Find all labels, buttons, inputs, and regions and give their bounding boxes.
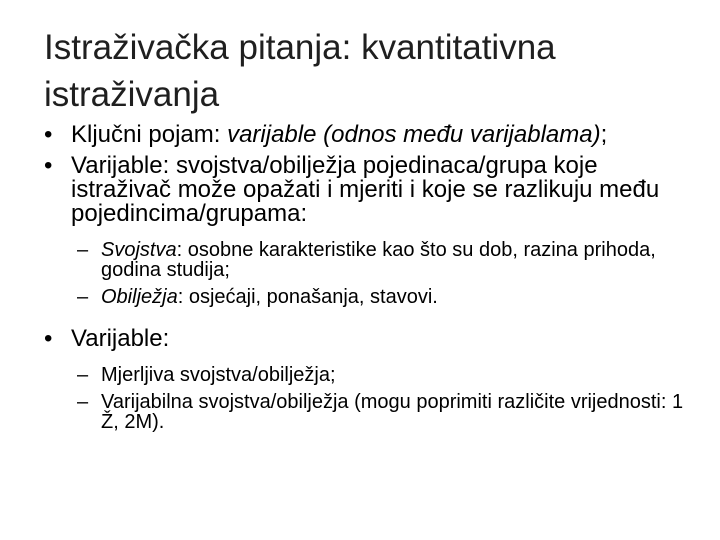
sub-item-varijabilna [77, 392, 704, 432]
bullet-icon: • [44, 325, 53, 352]
sub-item-mjerljiva [77, 365, 704, 385]
sub-item-obiljezja [77, 287, 704, 307]
bullet-item-2 [44, 154, 704, 226]
bullet-icon: • [44, 121, 53, 148]
slide-title: Istraživačka pitanja: kvantitativna istraživanja [44, 28, 556, 114]
bullet-text: Varijable: [71, 325, 170, 352]
bullet-item-3 [44, 327, 704, 351]
dash-icon: – [77, 286, 89, 308]
sub-item-emphasis: Obilježja [101, 286, 178, 308]
sub-item-emphasis: Svojstva [101, 239, 177, 261]
slide-content [44, 123, 704, 432]
sub-item-text: : osjećaji, ponašanja, stavovi. [177, 286, 438, 308]
bullet-lead: Ključni pojam: [71, 121, 228, 148]
sub-list-1 [77, 240, 704, 307]
sub-item-text: Varijabilna svojstva/obilježja (mogu poprimiti različite vrijednosti: 1 Ž, 2M). [101, 391, 684, 433]
sub-item-svojstva [77, 240, 704, 280]
sub-item-text: : osobne karakteristike kao što su dob, razina prihoda, godina studija; [101, 239, 656, 281]
sub-list-2 [77, 365, 704, 432]
bullet-text: Varijable: svojstva/obilježja pojedinaca/grupa koje istraživač može opažati i mjeriti i koje se razlikuju među pojedincima/grupama: [71, 152, 660, 227]
bullet-icon: • [44, 152, 53, 179]
dash-icon: – [77, 239, 89, 261]
bullet-item-1 [44, 123, 704, 147]
dash-icon: – [77, 364, 89, 386]
dash-icon: – [77, 391, 89, 413]
bullet-emphasis: varijable (odnos među varijablama) [227, 121, 601, 148]
bullet-tail: ; [600, 121, 608, 148]
sub-item-text: Mjerljiva svojstva/obilježja; [101, 364, 336, 386]
